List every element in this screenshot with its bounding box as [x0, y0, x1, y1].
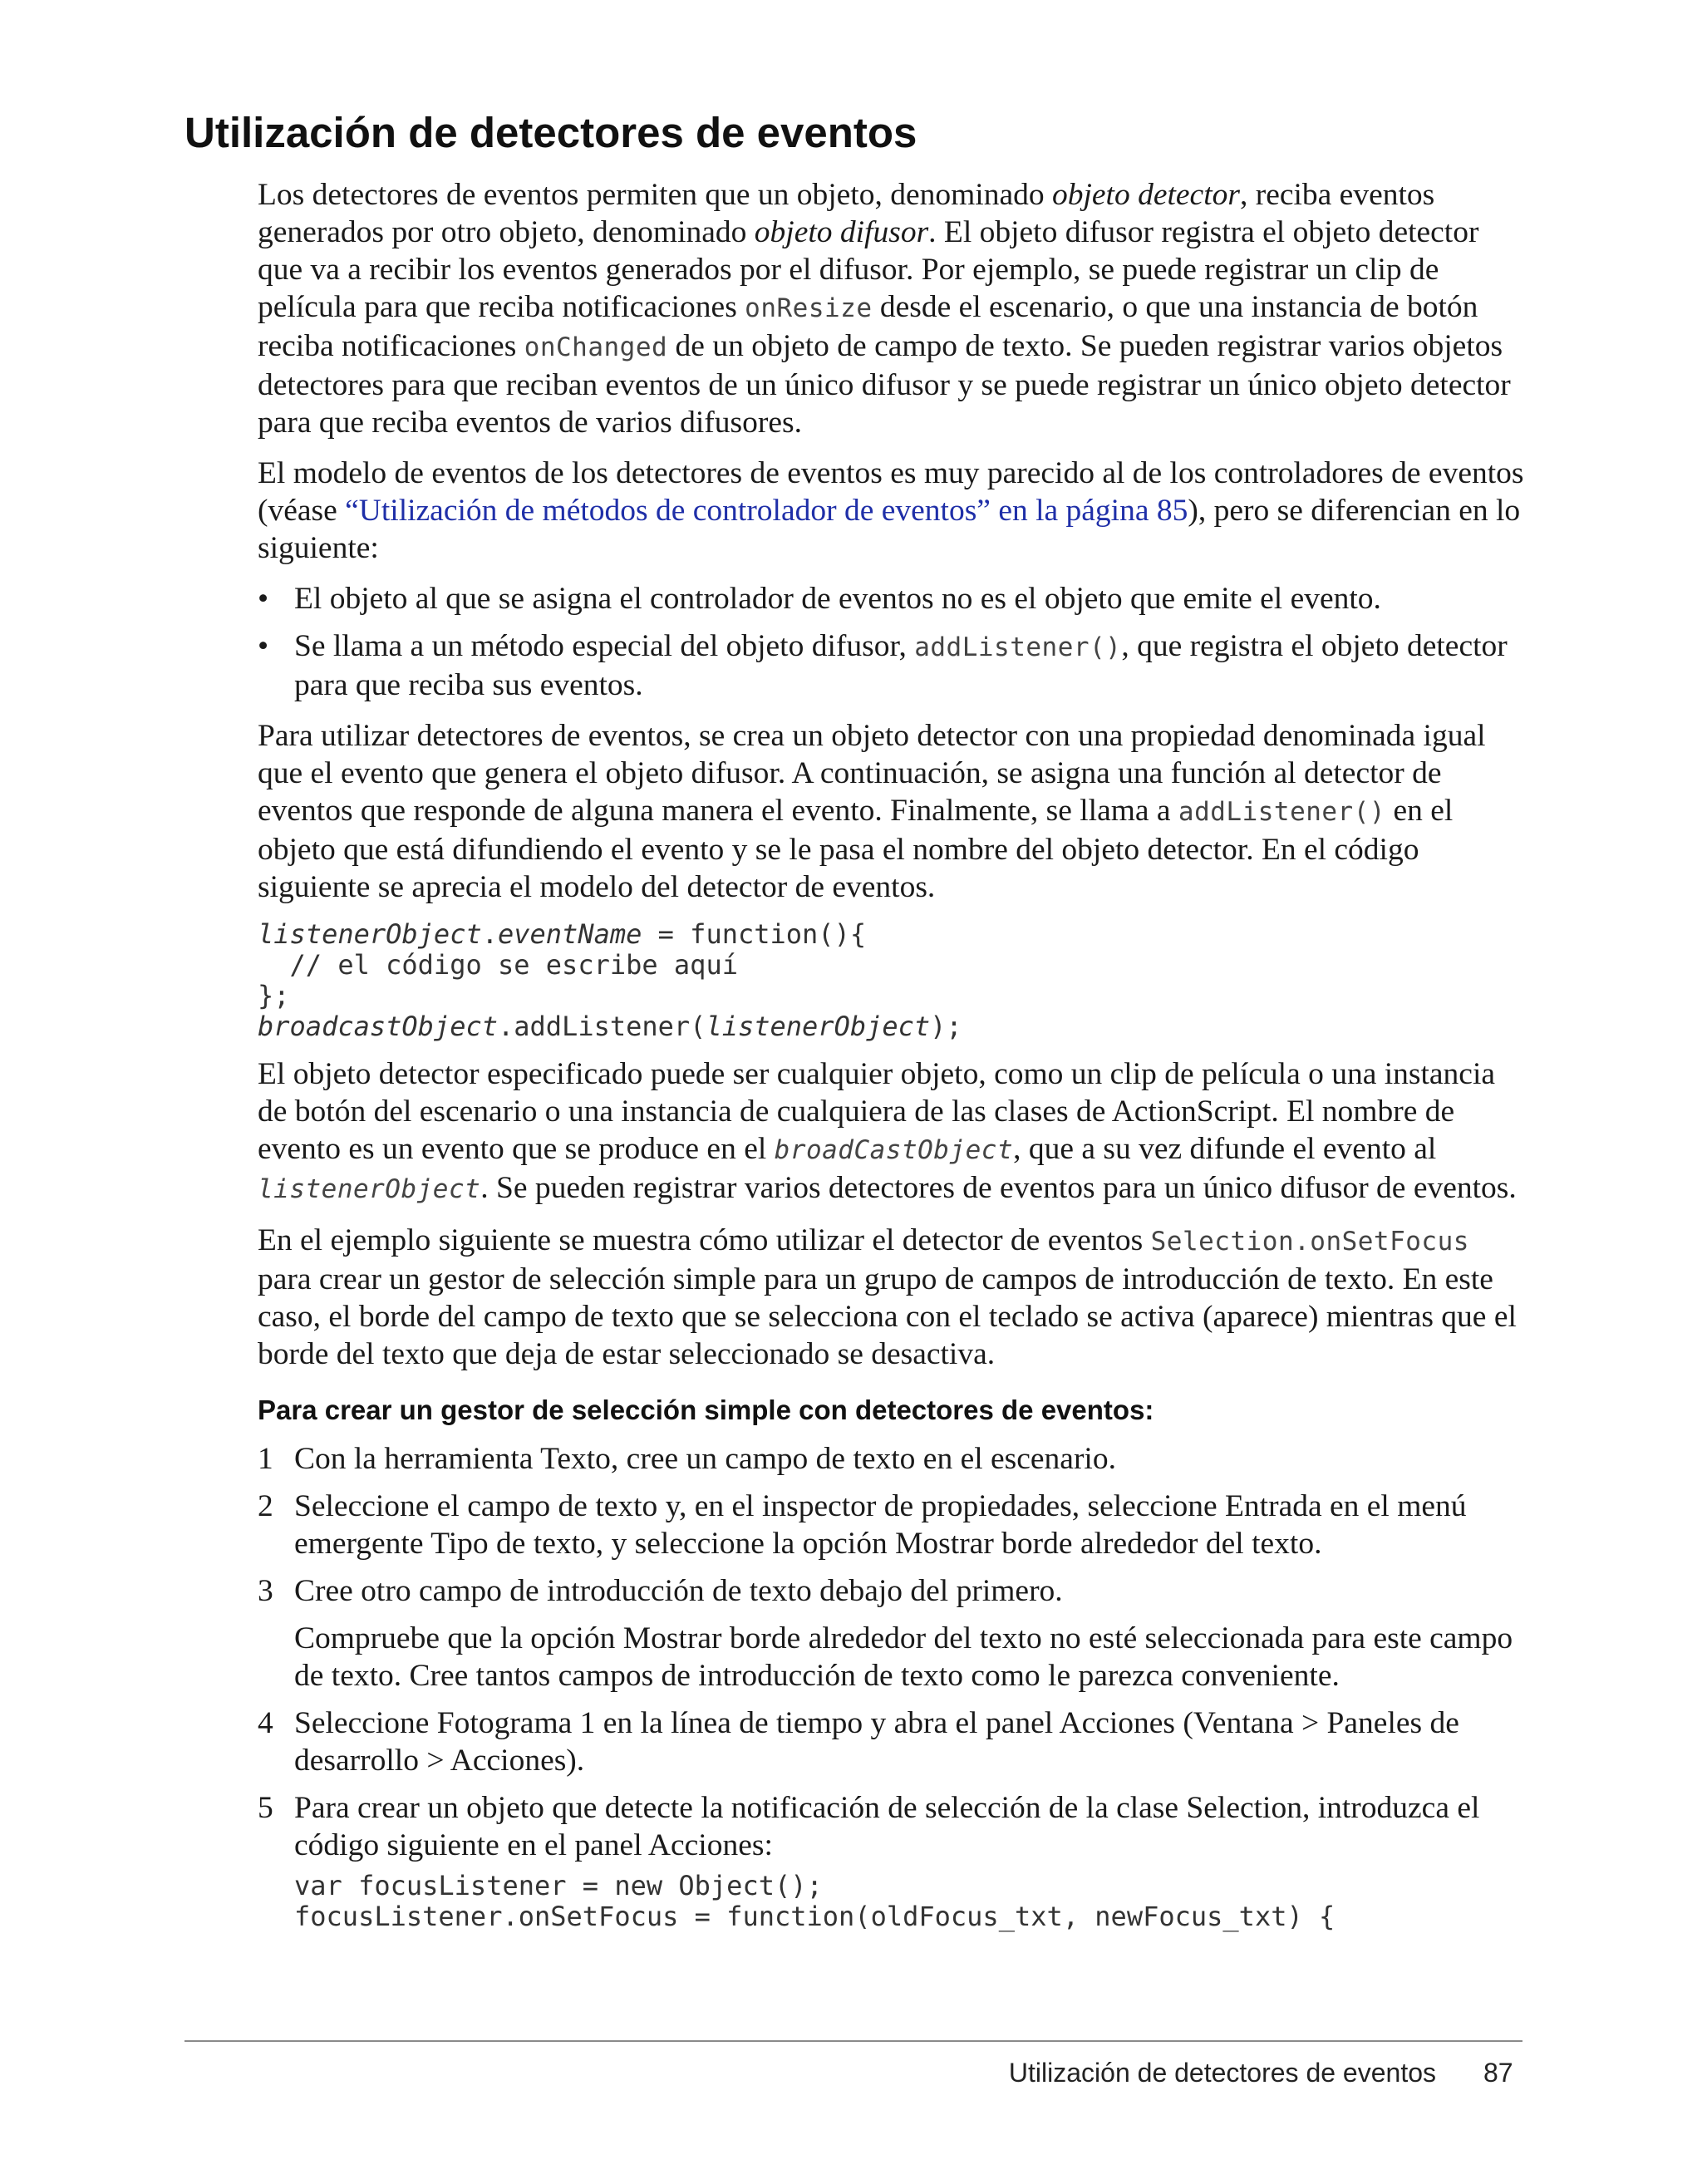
- text: . El objeto difusor registra el objeto detector que va a recibir los eventos generados por el difusor. Por ejemplo, se puede registrar un clip de película para que reciba notificaciones: [258, 215, 1479, 324]
- page-number: 87: [1483, 2058, 1513, 2088]
- list-item: [258, 580, 1529, 617]
- text: En el ejemplo siguiente se muestra cómo utilizar el detector de eventos: [258, 1223, 1151, 1257]
- code-line: var focusListener = new Object();: [294, 1870, 823, 1901]
- inline-code: listenerObject: [258, 1174, 481, 1204]
- text: , que a su vez difunde el evento al: [1013, 1132, 1437, 1166]
- code-token: eventName: [497, 918, 642, 950]
- footer-divider: [184, 2040, 1522, 2042]
- step-item: [258, 1789, 1529, 1932]
- code-line: };: [258, 980, 290, 1011]
- text: Se llama a un método especial del objeto difusor,: [294, 629, 915, 663]
- step-item: [258, 1572, 1529, 1695]
- text: . Se pueden registrar varios detectores de eventos para un único difusor de eventos.: [480, 1171, 1517, 1205]
- step-number: 3: [258, 1574, 273, 1608]
- inline-code: broadCastObject: [774, 1135, 1014, 1165]
- code-block-model: [258, 919, 1529, 1042]
- step-text: Seleccione Fotograma 1 en la línea de tiempo y abra el panel Acciones (Ventana > Paneles de desarrollo > Acciones).: [294, 1706, 1459, 1778]
- step-text: Para crear un objeto que detecte la notificación de selección de la clase Selection, introduzca el código siguiente en el panel Acciones:: [294, 1791, 1480, 1862]
- text: El modelo de eventos de los detectores de eventos es muy parecido al de los controladores de eventos (véase: [258, 456, 1524, 528]
- inline-code: addListener(): [1178, 797, 1386, 827]
- step-item: [258, 1440, 1529, 1478]
- step-text: Seleccione el campo de texto y, en el inspector de propiedades, seleccione Entrada en el menú emergente Tipo de texto, y seleccione la opción Mostrar borde alrededor del texto.: [294, 1489, 1467, 1561]
- paragraph-detector: [258, 1055, 1529, 1208]
- inline-code: Selection.onSetFocus: [1150, 1227, 1469, 1257]
- bullet-list: [258, 580, 1529, 704]
- step-text: Con la herramienta Texto, cree un campo de texto en el escenario.: [294, 1442, 1116, 1476]
- paragraph-example: [258, 1222, 1529, 1373]
- inline-code: onResize: [745, 293, 873, 323]
- procedure-heading: Para crear un gestor de selección simple con detectores de eventos:: [258, 1395, 1154, 1425]
- inline-code: addListener(): [914, 632, 1122, 662]
- list-item: [258, 627, 1529, 704]
- code-token: listenerObject: [258, 918, 482, 950]
- cross-reference-link[interactable]: “Utilización de métodos de controlador de eventos” en la página 85: [345, 494, 1188, 528]
- code-line: focusListener.onSetFocus = function(oldFocus_txt, newFocus_txt) {: [294, 1901, 1336, 1932]
- code-token: listenerObject: [706, 1011, 931, 1042]
- text: El objeto detector especificado puede ser cualquier objeto, como un clip de película o una instancia de botón del escenario o una instancia de cualquiera de las clases de ActionScript. El nombre de evento es un evento que se produce en el: [258, 1057, 1496, 1166]
- step-number: 4: [258, 1706, 273, 1740]
- step-text: Cree otro campo de introducción de texto debajo del primero.: [294, 1574, 1063, 1608]
- step-number: 1: [258, 1442, 273, 1476]
- code-token: = function(){: [642, 918, 867, 950]
- text: Para utilizar detectores de eventos, se crea un objeto detector con una propiedad denominada igual que el evento que genera el objeto difusor. A continuación, se asigna una función al detector de eventos que responde de alguna manera el evento. Finalmente, se llama a: [258, 719, 1486, 828]
- code-token: broadcastObject: [258, 1011, 498, 1042]
- text: en el objeto que está difundiendo el evento y se le pasa el nombre del objeto detector. En el código siguiente se aprecia el modelo del detector de eventos.: [258, 794, 1454, 904]
- code-token: .: [481, 918, 498, 950]
- text: , que registra el objeto detector para que reciba sus eventos.: [294, 629, 1508, 702]
- code-token: .addListener(: [497, 1011, 706, 1042]
- step-note: Compruebe que la opción Mostrar borde alrededor del texto no esté seleccionada para este campo de texto. Cree tantos campos de introducción de texto como le parezca conveniente.: [294, 1621, 1513, 1693]
- footer-section-title: Utilización de detectores de eventos: [1008, 2058, 1436, 2088]
- text: Los detectores de eventos permiten que un objeto, denominado: [258, 178, 1052, 212]
- paragraph-model: [258, 455, 1529, 567]
- code-line: // el código se escribe aquí: [258, 949, 738, 981]
- term-objeto-detector: objeto detector: [1051, 178, 1240, 212]
- page-title: Utilización de detectores de eventos: [184, 109, 917, 156]
- bullet-icon: •: [258, 582, 269, 616]
- text: desde el escenario, o que una instancia de botón reciba notificaciones: [258, 290, 1478, 363]
- text: , reciba eventos generados por otro objeto, denominado: [258, 178, 1435, 249]
- text: ), pero se diferencian en lo siguiente:: [258, 494, 1521, 565]
- paragraph-intro: [258, 176, 1529, 441]
- code-token: );: [930, 1011, 962, 1042]
- step-number: 5: [258, 1791, 273, 1825]
- procedure-steps: [258, 1440, 1529, 1932]
- text: para crear un gestor de selección simple para un grupo de campos de introducción de texto. En este caso, el borde del campo de texto que se selecciona con el teclado se activa (aparece) mientras que el borde del texto que deja de estar seleccionado se desactiva.: [258, 1262, 1517, 1371]
- step-item: [258, 1488, 1529, 1562]
- paragraph-usage: [258, 717, 1529, 906]
- code-block-example: [294, 1871, 1529, 1932]
- term-objeto-difusor: objeto difusor: [754, 215, 929, 249]
- body-text: [258, 176, 1529, 1945]
- step-item: [258, 1704, 1529, 1779]
- text: El objeto al que se asigna el controlador de eventos no es el objeto que emite el evento.: [294, 582, 1381, 616]
- text: de un objeto de campo de texto. Se pueden registrar varios objetos detectores para que reciban eventos de un único difusor y se puede registrar un único objeto detector para que reciba eventos de varios difusores.: [258, 329, 1511, 440]
- step-number: 2: [258, 1489, 273, 1523]
- bullet-icon: •: [258, 629, 269, 663]
- inline-code: onChanged: [524, 332, 668, 362]
